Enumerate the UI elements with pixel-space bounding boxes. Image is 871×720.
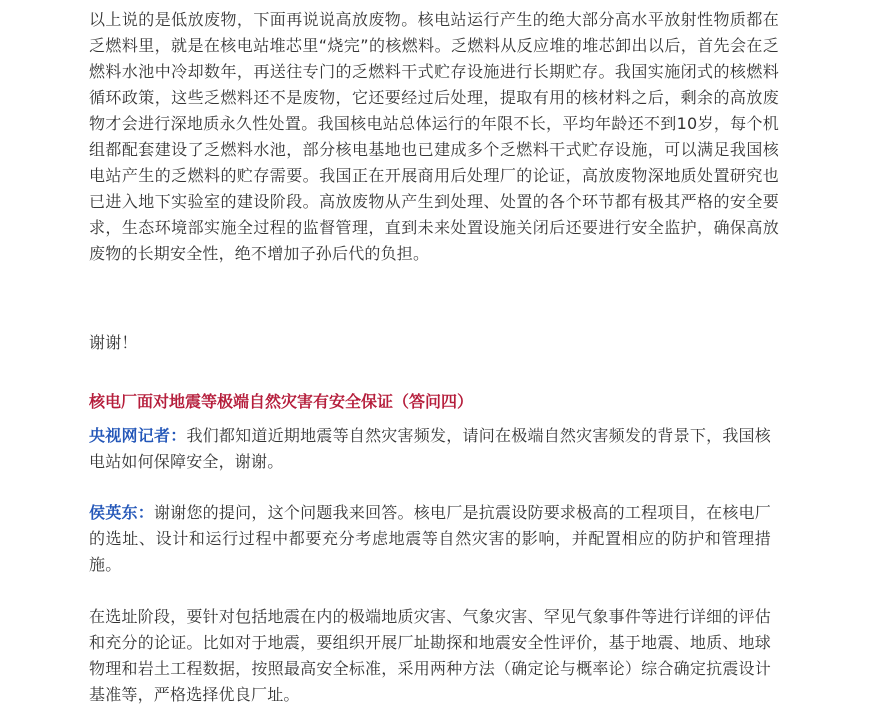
paragraph-site-selection: 在选址阶段，要针对包括地震在内的极端地质灾害、气象灾害、罕见气象事件等进行详细的评估和充分的论证。比如对于地震，要组织开展厂址勘探和地震安全性评价，基于地震、地质、地球物理和岩土工程数据，按照最高安全标准，采用两种方法（确定论与概率论）综合确定抗震设计基准等，严格选择优良厂址。	[89, 607, 771, 704]
question-speaker: 央视网记者：	[89, 426, 187, 445]
question-paragraph	[89, 423, 771, 475]
answer-speaker: 侯英东：	[89, 503, 154, 522]
paragraph-thanks: 谢谢！	[89, 333, 138, 352]
section-heading: 核电厂面对地震等极端自然灾害有安全保证（答问四）	[89, 392, 474, 411]
answer-text: 谢谢您的提问，这个问题我来回答。核电厂是抗震设防要求极高的工程项目，在核电厂的选址、设计和运行过程中都要充分考虑地震等自然灾害的影响，并配置相应的防护和管理措施。	[89, 503, 771, 574]
answer-paragraph	[89, 500, 771, 578]
paragraph-high-level-waste: 以上说的是低放废物，下面再说说高放废物。核电站运行产生的绝大部分高水平放射性物质都在乏燃料里，就是在核电站堆芯里“烧完”的核燃料。乏燃料从反应堆的堆芯卸出以后，首先会在乏燃料水池中冷却数年，再送往专门的乏燃料干式贮存设施进行长期贮存。我国实施闭式的核燃料循环政策，这些乏燃料还不是废物，它还要经过后处理，提取有用的核材料之后，剩余的高放废物才会进行深地质永久性处置。我国核电站总体运行的年限不长，平均年龄还不到10岁，每个机组都配套建设了乏燃料水池，部分核电基地也已建成多个乏燃料干式贮存设施，可以满足我国核电站产生的乏燃料的贮存需要。我国正在开展商用后处理厂的论证，高放废物深地质处置研究也已进入地下实验室的建设阶段。高放废物从产生到处理、处置的各个环节都有极其严格的安全要求，生态环境部实施全过程的监督管理，直到未来处置设施关闭后还要进行安全监护，确保高放废物的长期安全性，绝不增加子孙后代的负担。	[89, 10, 779, 263]
question-text: 我们都知道近期地震等自然灾害频发，请问在极端自然灾害频发的背景下，我国核电站如何保障安全，谢谢。	[89, 426, 771, 471]
